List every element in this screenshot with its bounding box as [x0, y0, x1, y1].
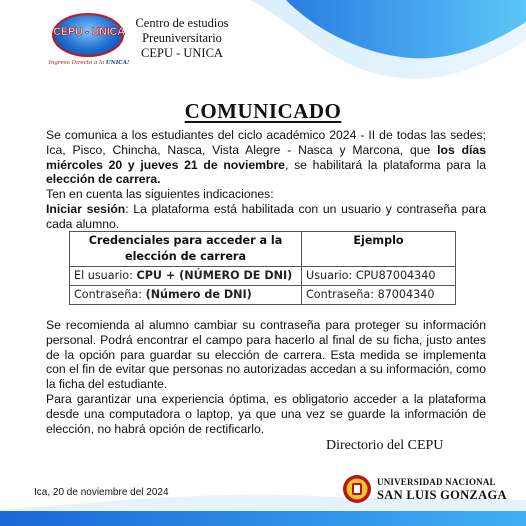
table-row [70, 286, 456, 305]
intro-main: Se comunica a los estudiantes del ciclo académico 2024 - II de todas las sedes; Ica, Pisco, Chincha, Nasca, Vista Alegre - Nasca y Marcona, que los días miércoles 20 y jueves 21 de noviembre, se habilitará la plataforma para la elección de carrera. [46, 128, 486, 187]
organization-name [128, 16, 236, 61]
table-header-example: Ejemplo [302, 232, 456, 267]
cepu-unica-logo [48, 10, 130, 70]
table-row [70, 267, 456, 286]
intro-login: Iniciar sesión: La plataforma está habilitada con un usuario y contraseña para cada alumno. [46, 201, 486, 231]
university-seal-icon [342, 474, 372, 504]
credentials-table [69, 231, 456, 305]
issue-date: Ica, 20 de noviembre del 2024 [34, 487, 169, 498]
intro-instructions: Ten en cuenta las siguientes indicaciones: [46, 187, 274, 202]
university-name [377, 477, 507, 502]
university-name-line1: UNIVERSIDAD NACIONAL [377, 477, 496, 487]
logo-text: CEPU - UNICA [53, 26, 125, 38]
org-line-2: Preuniversitario [142, 31, 222, 45]
signature: Directorio del CEPU [326, 438, 444, 453]
table-header-credentials: Credenciales para acceder a la elección de carrera [70, 232, 302, 267]
table-cell-user-example: Usuario: CPU87004340 [302, 267, 456, 286]
table-cell-password-example: Contraseña: 87004340 [302, 286, 456, 305]
device-requirement-text: Para garantizar una experiencia óptima, es obligatorio acceder a la plataforma desde una computadora o laptop, ya que una vez se guarde la información de elección, no habrá opción de rectificarlo. [46, 391, 486, 436]
table-header-row [70, 232, 456, 267]
org-line-3: CEPU - UNICA [141, 46, 223, 60]
bottom-accent-bar [0, 511, 526, 526]
recommendation-paragraph [46, 318, 486, 436]
page-title: COMUNICADO [184, 99, 342, 123]
recommendation-text: Se recomienda al alumno cambiar su contraseña para proteger su información personal. Podrá encontrar el campo para hacerlo al final de su ficha, justo antes de la opción para guardar su elección de carrera. Esta medida se implementa con el fin de evitar que personas no autorizadas accedan a su información, como la ficha del estudiante. [46, 318, 486, 392]
org-line-1: Centro de estudios [135, 16, 229, 30]
intro-paragraph [46, 128, 486, 232]
table-cell-password: Contraseña: (Número de DNI) [70, 286, 302, 305]
university-name-line2: SAN LUIS GONZAGA [377, 488, 507, 502]
table-cell-user: El usuario: CPU + (NÚMERO DE DNI) [70, 267, 302, 286]
logo-slogan: Ingreso Directo a la UNICA! [48, 60, 130, 66]
